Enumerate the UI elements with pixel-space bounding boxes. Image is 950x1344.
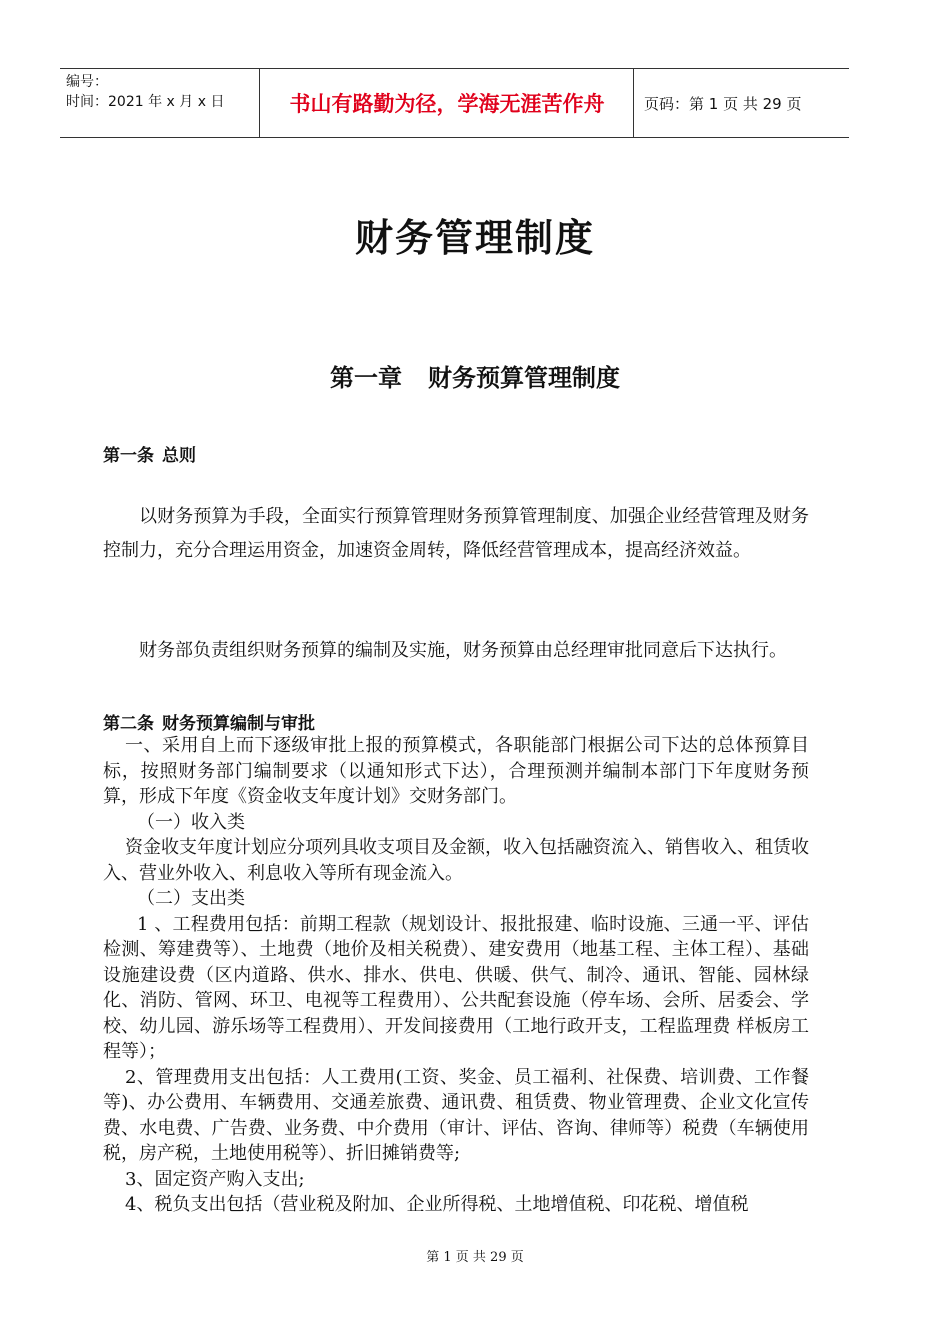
article-body [103,733,809,1218]
document-title: 财务管理制度 [354,216,595,260]
paragraph: 1 、工程费用包括：前期工程款（规划设计、报批报建、临时设施、三通一平、评估检测、筹建费等）、土地费（地价及相关税费）、建安费用（地基工程、主体工程）、基础设施建设费（区内道路、供水、排水、供电、供暖、供气、制冷、通讯、智能、园林绿化、消防、管网、环卫、电视等工程费用）、公共配套设施（停车场、会所、居委会、学校、幼儿园、游乐场等工程费用）、开发间接费用（工地行政开支，工程监理费 样板房工程等）； [103,913,809,1062]
time-label: 时间：2021 年 x 月 x 日 [66,94,225,110]
doc-number-label: 编号： [66,74,108,90]
paragraph: 4、税负支出包括（营业税及附加、企业所得税、土地增值税、印花税、增值税 [125,1194,749,1215]
chapter-number: 第一章 [330,364,402,392]
chapter-title: 财务预算管理制度 [428,364,620,392]
article-number: 第一条 [103,446,154,466]
article-title: 总则 [162,446,196,466]
article-title: 财务预算编制与审批 [162,714,315,734]
subheading: （二）支出类 [137,888,245,909]
paragraph: 资金收支年度计划应分项列具收支项目及金额，收入包括融资流入、销售收入、租赁收入、营业外收入、利息收入等所有现金流入。 [103,837,809,884]
article-heading [103,709,315,734]
article-heading [103,441,196,466]
header-meta [66,72,224,112]
page-footer: 第 1 页 共 29 页 [426,1250,524,1265]
article-number: 第二条 [103,714,154,734]
paragraph: 以财务预算为手段，全面实行预算管理财务预算管理制度、加强企业经营管理及财务控制力，充分合理运用资金，加速资金周转，降低经营管理成本，提高经济效益。 [103,506,809,561]
header-page-info: 页码：第 1 页 共 29 页 [644,95,802,113]
header-table [60,68,849,138]
chapter-heading [0,358,950,393]
paragraph: 一、采用自上而下逐级审批上报的预算模式，各职能部门根据公司下达的总体预算目标，按照财务部门编制要求（以通知形式下达），合理预测并编制本部门下年度财务预算，形成下年度《资金收支年度计划》交财务部门。 [103,735,809,807]
paragraph: 2、管理费用支出包括：人工费用(工资、奖金、员工福利、社保费、培训费、工作餐等)、办公费用、车辆费用、交通差旅费、通讯费、租赁费、物业管理费、企业文化宣传费、水电费、广告费、业务费、中介费用（审计、评估、咨询、律师等）税费（车辆使用税，房产税，土地使用税等）、折旧摊销费等; [103,1066,809,1164]
header-divider [633,69,634,137]
paragraph: 财务部负责组织财务预算的编制及实施，财务预算由总经理审批同意后下达执行。 [139,640,787,661]
paragraph: 3、固定资产购入支出; [125,1168,305,1190]
header-motto: 书山有路勤为径，学海无涯苦作舟 [289,92,605,116]
subheading: （一）收入类 [137,811,245,833]
